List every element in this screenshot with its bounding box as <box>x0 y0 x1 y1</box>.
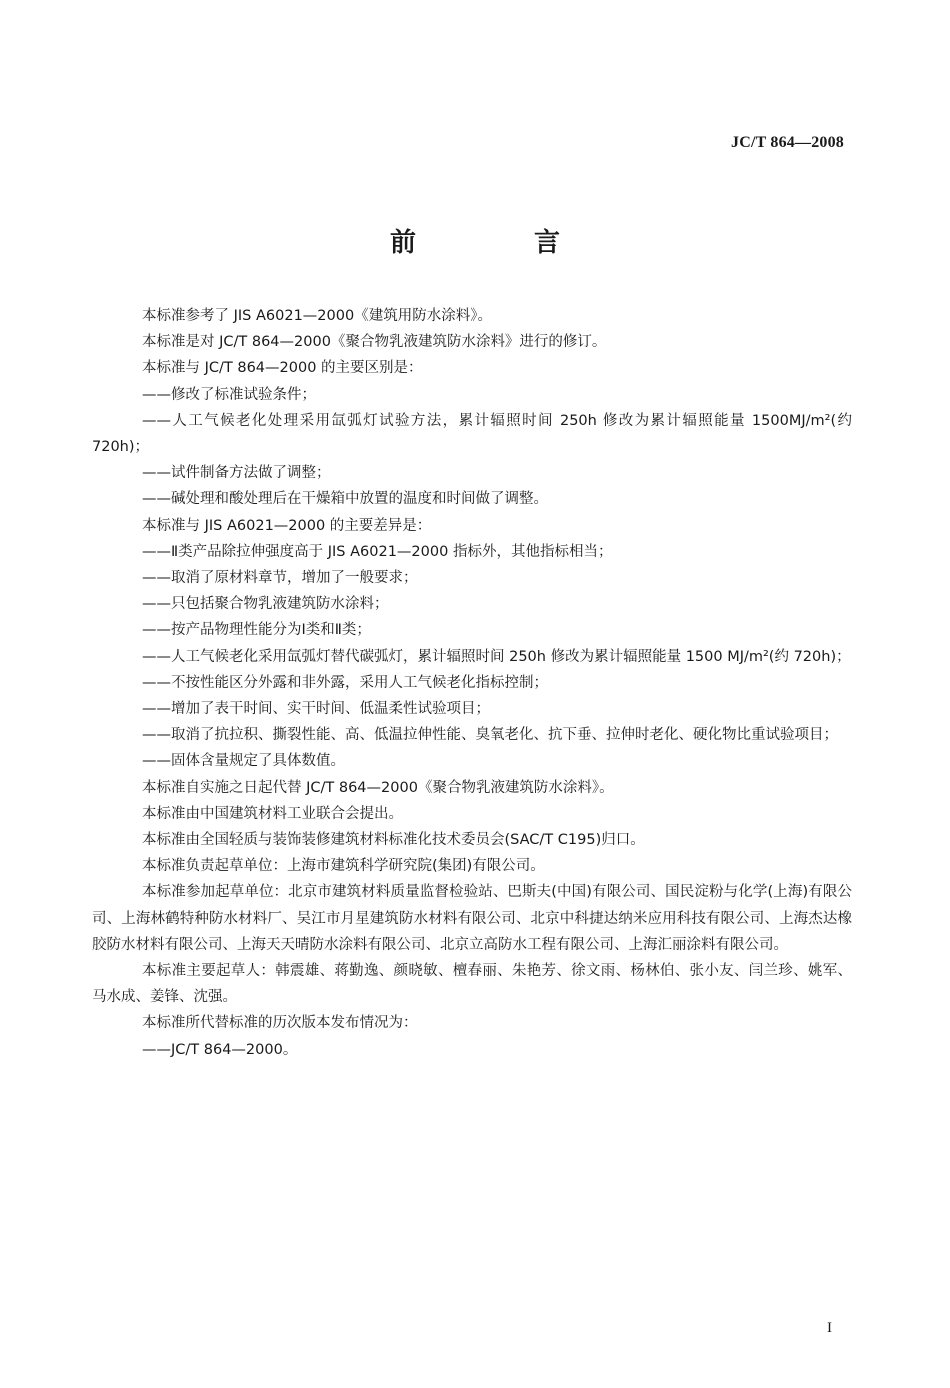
list-item: ——取消了抗拉积、撕裂性能、高、低温拉伸性能、臭氧老化、抗下垂、拉伸时老化、硬化物比重试验项目； <box>142 727 838 744</box>
paragraph: 本标准与 JIS A6021—2000 的主要差异是： <box>142 517 432 534</box>
paragraph: 本标准由中国建筑材料工业联合会提出。 <box>142 805 403 822</box>
foreword-body <box>92 303 852 1063</box>
page-number: I <box>827 1320 832 1336</box>
paragraph: 本标准参考了 JIS A6021—2000《建筑用防水涂料》。 <box>142 308 492 324</box>
list-item: ——修改了标准试验条件； <box>142 386 316 403</box>
paragraph: 本标准是对 JC/T 864—2000《聚合物乳液建筑防水涂料》进行的修订。 <box>142 334 607 351</box>
list-item: ——人工气候老化处理采用氙弧灯试验方法，累计辐照时间 250h 修改为累计辐照能量 1500MJ/m²(约 720h)； <box>92 412 852 456</box>
list-item: ——增加了表干时间、实干时间、低温柔性试验项目； <box>142 701 490 718</box>
paragraph: 本标准与 JC/T 864—2000 的主要区别是： <box>142 360 423 377</box>
list-item: ——JC/T 864—2000。 <box>142 1041 298 1058</box>
list-item: ——碱处理和酸处理后在干燥箱中放置的温度和时间做了调整。 <box>142 491 548 508</box>
list-item: ——人工气候老化采用氙弧灯替代碳弧灯，累计辐照时间 250h 修改为累计辐照能量 1500 MJ/m²(约 720h)； <box>142 648 851 665</box>
paragraph: 本标准所代替标准的历次版本发布情况为： <box>142 1015 418 1032</box>
list-item: ——不按性能区分外露和非外露，采用人工气候老化指标控制； <box>142 674 548 691</box>
list-item: ——固体含量规定了具体数值。 <box>142 753 345 770</box>
paragraph: 本标准自实施之日起代替 JC/T 864—2000《聚合物乳液建筑防水涂料》。 <box>142 779 614 796</box>
list-item: ——Ⅱ类产品除拉伸强度高于 JIS A6021—2000 指标外，其他指标相当； <box>142 543 613 560</box>
paragraph: 本标准负责起草单位：上海市建筑科学研究院(集团)有限公司。 <box>142 858 545 875</box>
paragraph: 本标准参加起草单位：北京市建筑材料质量监督检验站、巴斯夫(中国)有限公司、国民淀粉与化学(上海)有限公司、上海林鹤特种防水材料厂、吴江市月星建筑防水材料有限公司、北京中科捷达纳米应用科技有限公司、上海杰达橡胶防水材料有限公司、上海天天晴防水涂料有限公司、北京立高防水工程有限公司、上海汇丽涂料有限公司。 <box>92 884 852 953</box>
page-title: 前 言 <box>389 228 606 258</box>
paragraph: 本标准主要起草人：韩震雄、蒋勤逸、颜晓敏、檀春丽、朱艳芳、徐文雨、杨林伯、张小友、闫兰珍、姚军、马水成、姜锋、沈强。 <box>92 963 852 1006</box>
standard-code: JC/T 864—2008 <box>731 134 844 151</box>
list-item: ——试件制备方法做了调整； <box>142 465 331 482</box>
list-item: ——按产品物理性能分为Ⅰ类和Ⅱ类； <box>142 622 371 639</box>
list-item: ——只包括聚合物乳液建筑防水涂料； <box>142 596 389 613</box>
list-item: ——取消了原材料章节，增加了一般要求； <box>142 570 418 587</box>
paragraph: 本标准由全国轻质与装饰装修建筑材料标准化技术委员会(SAC/T C195)归口。 <box>142 832 645 849</box>
